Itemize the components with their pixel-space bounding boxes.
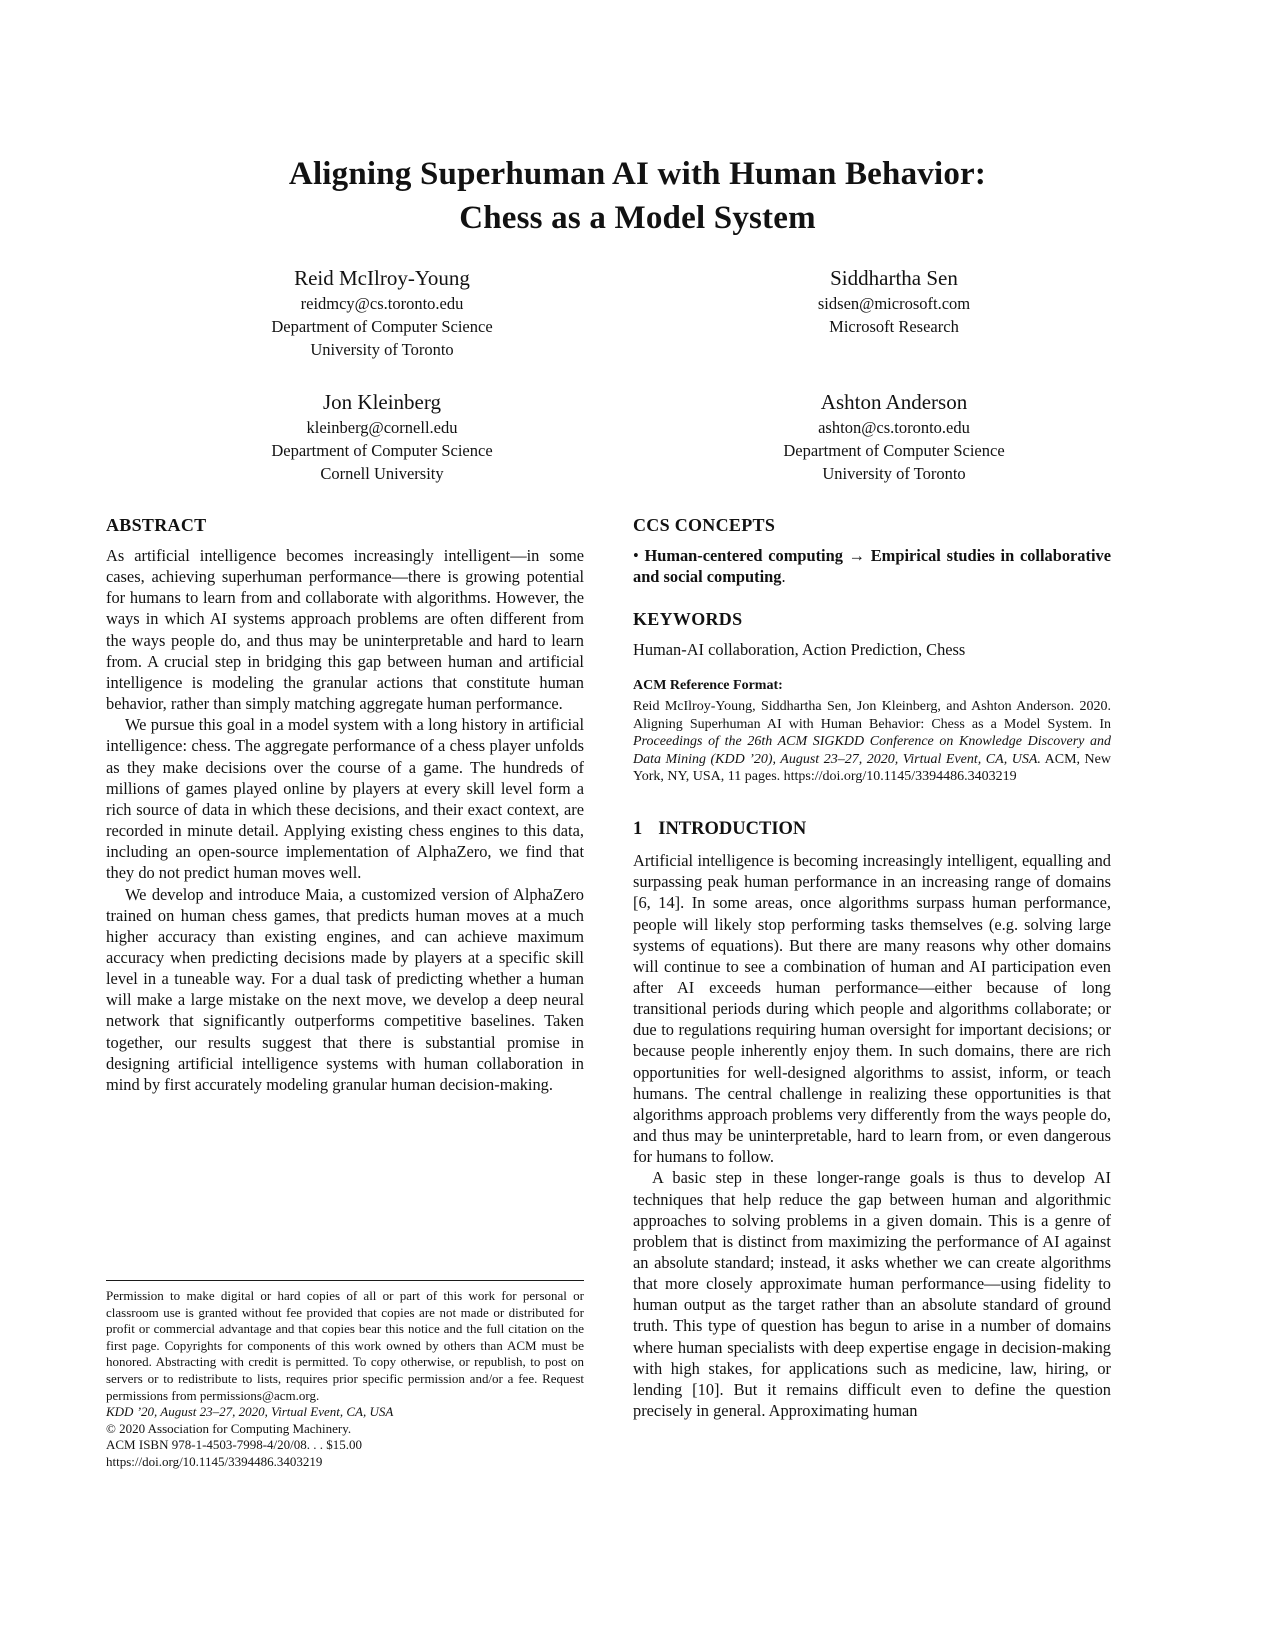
introduction-paragraph-1: Artificial intelligence is becoming increasingly intelligent, equalling and surpassing peak human performance in an increasing range of domains [6, 14]. In some areas, once algorithms surpass human performance, people will likely stop performing tasks themselves (e.g. solving large systems of equations). But there are many reasons why other domains will continue to see a combination of human and AI participation even after AI exceeds human performance—either because of long transitional periods during which people and algorithms collaborate; or due to regulations requiring human oversight for important decisions; or because people inherently enjoy them. In such domains, there are rich opportunities for well-designed algorithms to assist, inform, or teach humans. The central challenge in realizing these opportunities is that algorithms approach problems very differently from the ways people do, and thus may be uninterpretable, hard to learn from, or even dangerous for humans to follow. bbox=[633, 851, 1111, 1167]
abstract-paragraph-1: As artificial intelligence becomes increasingly intelligent—in some cases, achieving superhuman performance—there is growing potential for humans to learn from and collaborate with algorithms. However, the ways in which AI systems approach problems are often different from the ways people do, and thus may be uninterpretable and hard to learn from. A crucial step in bridging this gap between human and artificial intelligence is modeling the granular actions that constitute human behavior, rather than simply matching aggregate human performance. bbox=[106, 546, 584, 714]
paper-title bbox=[0, 152, 1275, 240]
isbn-line: ACM ISBN 978-1-4503-7998-4/20/08. . . $15.00 bbox=[106, 1437, 363, 1453]
left-column bbox=[106, 514, 584, 1095]
venue-line: KDD ’20, August 23–27, 2020, Virtual Event, CA, USA bbox=[106, 1404, 394, 1420]
author-institution: Microsoft Research bbox=[829, 317, 959, 336]
ccs-suffix: . bbox=[781, 567, 786, 587]
author-institution: University of Toronto bbox=[822, 464, 966, 483]
title-line-1: Aligning Superhuman AI with Human Behavior: bbox=[288, 156, 987, 192]
keywords-text: Human-AI collaboration, Action Prediction, Chess bbox=[633, 640, 966, 660]
ccs-heading: CCS CONCEPTS bbox=[633, 515, 776, 535]
author-name: Ashton Anderson bbox=[820, 390, 968, 414]
acm-reference-text bbox=[633, 698, 1111, 786]
author-name: Siddhartha Sen bbox=[830, 266, 958, 290]
author-block-mcilroy-young bbox=[126, 264, 638, 361]
copyright-line: © 2020 Association for Computing Machinery. bbox=[106, 1420, 352, 1436]
introduction-paragraph-2: A basic step in these longer-range goals is thus to develop AI techniques that help reduce the gap between human and algorithmic approaches to solving problems in a given domain. This is a genre of problem that is distinct from maximizing the performance of AI against an absolute standard; instead, it asks whether we can create algorithms that more closely approximate human performance—using fidelity to human output as the target rather than an absolute standard of ground truth. This type of question has begun to arise in a number of domains where human specialists with deep expertise engage in decision-making with high stakes, for applications such as medicine, law, hiring, or lending [10]. But it remains difficult even to define the question precisely in general. Approximating human bbox=[633, 1168, 1111, 1421]
ccs-concepts-text bbox=[633, 545, 1111, 587]
ccs-concept-parent: Human-centered computing bbox=[644, 546, 843, 565]
ccs-concept-child: Empirical studies in collaborative and social computing bbox=[633, 546, 1111, 587]
author-block-anderson bbox=[638, 388, 1150, 485]
right-column bbox=[633, 514, 1111, 1421]
title-line-2: Chess as a Model System bbox=[459, 200, 816, 236]
acm-citation-authors: Reid McIlroy-Young, Siddhartha Sen, Jon Kleinberg, and Ashton Anderson. 2020. Aligning Superhuman AI with Human Behavior: Chess as a Model System. In bbox=[633, 699, 1111, 732]
introduction-heading bbox=[633, 817, 1111, 841]
author-department: Department of Computer Science bbox=[271, 441, 493, 460]
author-email[interactable]: reidmcy@cs.toronto.edu bbox=[300, 294, 464, 313]
doi-link[interactable]: https://doi.org/10.1145/3394486.3403219 bbox=[106, 1453, 323, 1469]
abstract-heading: ABSTRACT bbox=[106, 515, 207, 535]
ccs-arrow: → bbox=[848, 546, 866, 565]
author-email[interactable]: sidsen@microsoft.com bbox=[817, 294, 971, 313]
acm-reference-heading: ACM Reference Format: bbox=[633, 678, 783, 694]
acm-citation-publisher-doi: ACM, New York, NY, USA, 11 pages. https://doi.org/10.1145/3394486.3403219 bbox=[633, 751, 1111, 785]
footer-permission-block bbox=[106, 1280, 584, 1471]
author-department: Department of Computer Science bbox=[783, 441, 1005, 460]
abstract-paragraph-3: We develop and introduce Maia, a customized version of AlphaZero trained on human chess games, that predicts human moves at a much higher accuracy than existing engines, and can achieve maximum accuracy when predicting decisions made by players at a specific skill level in a tuneable way. For a dual task of predicting whether a human will make a large mistake on the next move, we develop a deep neural network that significantly outperforms competitive baselines. Taken together, our results suggest that there is substantial promise in designing artificial intelligence systems with human collaboration in mind by first accurately modeling granular human decision-making. bbox=[106, 884, 584, 1094]
author-institution: Cornell University bbox=[320, 464, 444, 483]
author-email[interactable]: kleinberg@cornell.edu bbox=[306, 418, 458, 437]
acm-citation-venue: Proceedings of the 26th ACM SIGKDD Conference on Knowledge Discovery and Data Mining (KDD ’20), August 23–27, 2020, Virtual Event, CA, USA. bbox=[633, 734, 1111, 767]
keywords-heading: KEYWORDS bbox=[633, 609, 743, 630]
section-number: 1 bbox=[633, 819, 643, 840]
author-email[interactable]: ashton@cs.toronto.edu bbox=[818, 418, 970, 437]
section-title: INTRODUCTION bbox=[658, 819, 807, 840]
footnote-rule bbox=[106, 1280, 584, 1281]
author-block-sen bbox=[638, 264, 1150, 338]
author-department: Department of Computer Science bbox=[271, 317, 493, 336]
permission-text: Permission to make digital or hard copies of all or part of this work for personal or classroom use is granted without fee provided that copies are not made or distributed for profit or commercial advantage and that copies bear this notice and the full citation on the first page. Copyrights for components of this work owned by others than ACM must be honored. Abstracting with credit is permitted. To copy otherwise, or republish, to post on servers or to redistribute to lists, requires prior specific permission and/or a fee. Request permissions from permissions@acm.org. bbox=[106, 1288, 584, 1403]
author-name: Reid McIlroy-Young bbox=[294, 266, 470, 290]
author-block-kleinberg bbox=[126, 388, 638, 485]
abstract-paragraph-2: We pursue this goal in a model system with a long history in artificial intelligence: chess. The aggregate performance of a chess player unfolds as they make decisions over the course of a game. The hundreds of millions of games played online by players at every skill level form a rich source of data in which these decisions, and their exact context, are recorded in minute detail. Applying existing chess engines to this data, including an open-source implementation of AlphaZero, we find that they do not predict human moves well. bbox=[106, 715, 584, 883]
ccs-bullet: • bbox=[633, 546, 639, 565]
author-name: Jon Kleinberg bbox=[322, 390, 441, 414]
author-institution: University of Toronto bbox=[310, 340, 454, 359]
